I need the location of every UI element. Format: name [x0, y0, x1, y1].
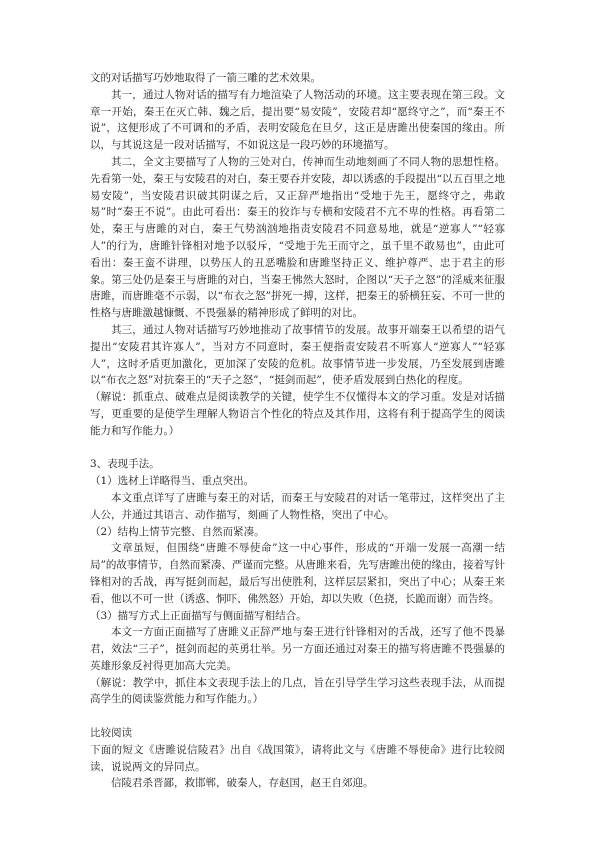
paragraph-structure: 文章虽短，但围绕“唐雎不辱使命”这一中心事件，形成的“开端一发展一高潮一结局”的故事情节，自然而紧凑、严谨而完整。从唐雎来看，先写唐雎出使的缘由，接着写针锋相对的舌战，再写挺剑而起，最后写出使胜利，这样层层紧扣，突出了中心；从秦王来看，他以不可一世（诱惑、恫吓、佛然怒）开始，却以失败（色挠，长跪而谢）而告终。	[90, 542, 505, 605]
paragraph-point-one: 其一，通过人物对话的描写有力地渲染了人物活动的环境。这主要表现在第三段。文章一开始，秦王在灭亡韩、魏之后，提出要“易安陵”，安陵君却“愿终守之”，而“秦王不说”，这便形成了不可调和的矛盾，表明安陵危在旦夕，这正是唐雎出使秦国的缘由。所以，与其说这是一段对话描写，不如说这是一段巧妙的环境描写。	[90, 88, 505, 152]
blank-line	[90, 708, 505, 725]
paragraph-point-two: 其二，全文主要描写了人物的三处对白，传神而生动地刻画了不同人物的思想性格。先看第一处，秦王与安陵君的对白，秦王要吞并安陵，却以诱惑的手段提出“以五百里之地易安陵”，当安陵君识破其阴谋之后，又正辞严地指出“受地于先王，愿终守之，弗敢易”时“秦王不说”。由此可看出：秦王的狡诈与专横和安陵君不亢不卑的性格。再看第二处，秦王与唐雎的对白，秦王气势汹汹地指责安陵君不同意易地，就是“逆寡人”“轻寡人”的行为，唐雎针锋相对地予以驳斥，“受地于先王而守之，虽千里不敢易也”，由此可看出：秦王蛮不讲理，以势压人的丑恶嘴脸和唐雎坚持正义、维护尊严、忠于君主的形象。第三处仍是秦王与唐雎的对白，当秦王怫然大怒时，企图以“天子之怒”的淫威来征服唐雎，而唐雎毫不示弱，以“布衣之怒”拼死一搏，这样，把秦王的骄横狂妄、不可一世的性格与唐雎激越慷慨、不畏强暴的精神形成了鲜明的对比。	[90, 155, 505, 320]
paragraph-point-three: 其三，通过人物对话描写巧妙地推动了故事情节的发展。故事开端秦王以希望的语气提出“安陵君其许寡人”，当对方不同意时，秦王便指责安陵君不听寡人“逆寡人”“轻寡人”，这时矛盾更加激化，更加深了安陵的危机。故事情节进一步发展，乃至发展到唐雎以“布衣之怒”对抗秦王的“天子之怒”，“挺剑而起”，使矛盾发展到白热化的程度。	[90, 323, 505, 387]
paragraph-commentary-one: （解说：抓重点、破难点是阅读教学的关键，使学生不仅懂得本文的学习重。发是对话描写，更重要的是使学生理解人物语言个性化的特点及其作用，这将有利于提高学生的阅读能力和写作能力。）	[90, 391, 505, 437]
paragraph-intro-tail: 文的对话描写巧妙地取得了一箭三雕的艺术效果。	[90, 72, 321, 84]
subheading-description-methods: （3）描写方式上正面描写与侧面描写相结合。	[90, 609, 307, 622]
section-heading-techniques: 3、表现手法。	[90, 458, 160, 471]
subheading-material-selection: （1）选材上详略得当、重点突出。	[90, 475, 255, 488]
paragraph-description-methods: 本文一方面正面描写了唐雎义正辞严地与秦王进行针锋相对的舌战，还写了他不畏暴君，效法“三子”，挺剑而起的英勇壮举。另一方面还通过对秦王的描写将唐雎不畏强暴的英雄形象反衬得更加高大完美。	[90, 626, 505, 672]
paragraph-commentary-two: （解说：教学中，抓住本文表现手法上的几点，旨在引导学生学习这些表现手法，从而提高学生的阅读鉴赏能力和写作能力。）	[90, 676, 505, 706]
section-heading-comparative-reading: 比较阅读	[90, 727, 132, 740]
paragraph-comparative-instructions: 下面的短文《唐雎说信陵君》出自《战国策》，请将此文与《唐雎不辱使命》进行比较阅读，说说两文的异同点。	[90, 743, 505, 773]
subheading-structure: （2）结构上情节完整、自然而紧凑。	[90, 525, 265, 538]
document-body	[90, 70, 505, 792]
blank-line	[90, 440, 505, 457]
paragraph-comparative-text-start: 信陵君杀晋鄙，救邯郸，破秦人，存赵国，赵王自郊迎。	[111, 777, 374, 790]
paragraph-material-selection: 本文重点详写了唐雎与秦王的对话，而秦王与安陵君的对话一笔带过，这样突出了主人公，并通过其语言、动作描写，刻画了人物性格，突出了中心。	[90, 491, 505, 521]
